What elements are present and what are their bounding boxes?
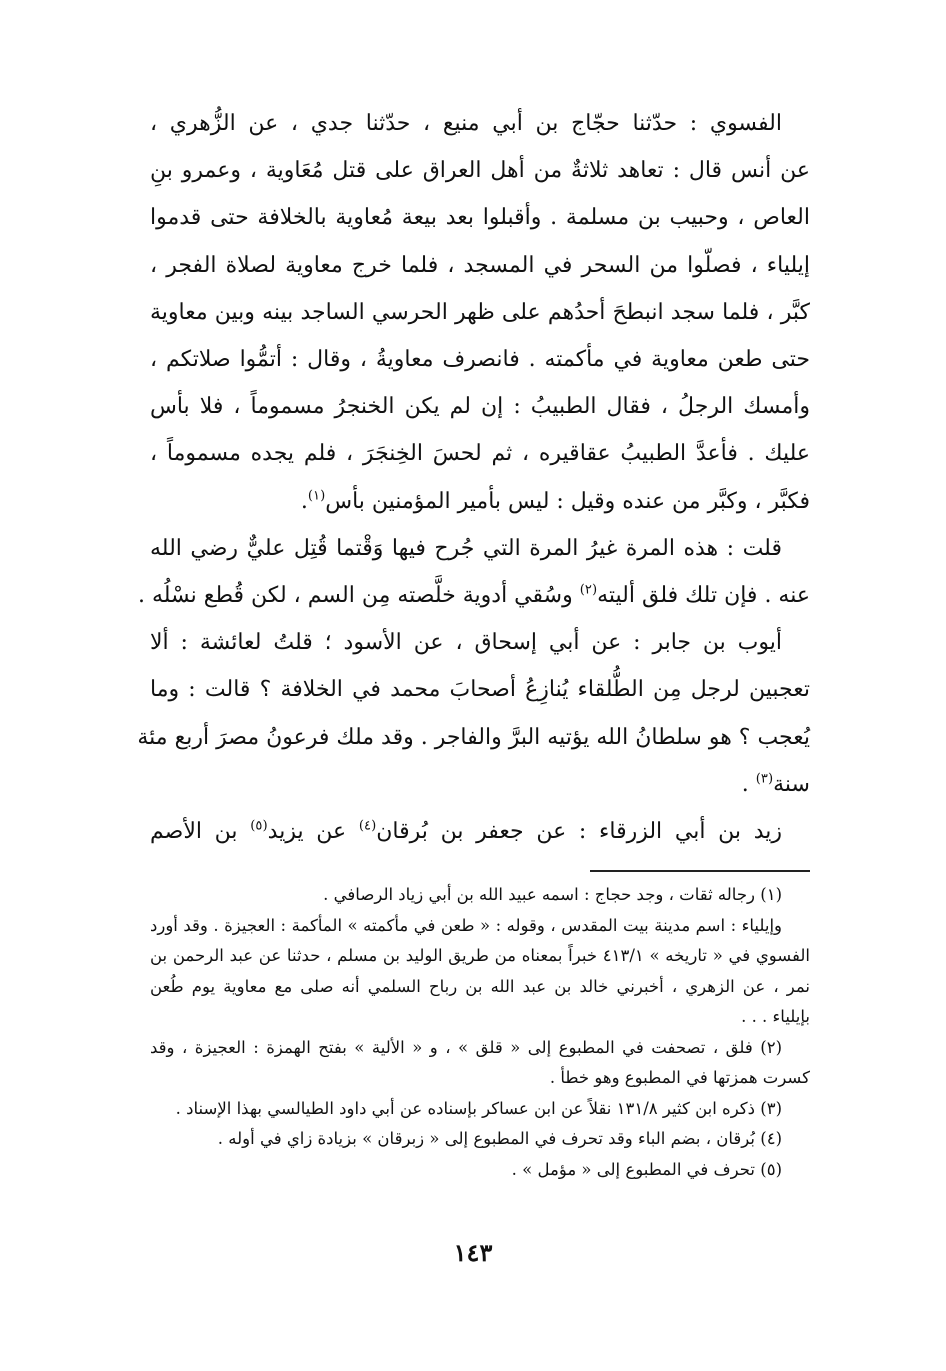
footnote-line: (١) رجاله ثقات ، وجد حجاج : اسمه عبيد الله بن أبي زياد الرصافي .: [323, 885, 782, 904]
footnote-line: كسرت همزتها في المطبوع وهو خطأ .: [549, 1068, 810, 1087]
paragraph-zayd: [150, 808, 810, 855]
text-run: عنه . فإن تلك فلق أليته: [597, 583, 810, 609]
text-line: وأمسك الرجلُ ، فقال الطبيبُ : إن لم يكن الخنجرُ مسموماً ، فلا بأس: [150, 394, 810, 420]
footnote-2: [150, 1033, 810, 1094]
footnote-3: [150, 1094, 810, 1125]
footnote-1: [150, 880, 810, 1033]
text-run: بن الأصم: [150, 819, 251, 845]
footnote-mark: (٥): [250, 818, 268, 834]
footnote-mark: (٤): [358, 818, 377, 834]
text-line: العاص ، وحبيب بن مسلمة . وأقبلوا بعد بيعة مُعاوية بالخلافة حتى قدموا: [150, 205, 810, 231]
text-line: عليك . فأعدَّ الطبيبُ عقاقيره ، ثم لحسَ الخِنجَرَ ، فلم يجده مسموماً ،: [150, 441, 810, 467]
text-run: فكبَّر ، وكبَّر من عنده وقيل : ليس بأمير المؤمنين بأس: [325, 488, 810, 514]
page-number: ١٤٣: [453, 1238, 493, 1267]
text-line: قلت : هذه المرة غيرُ المرة التي جُرح فيها وَقْتما قُتِل عليٌّ رضي الله: [150, 535, 782, 561]
text-run: .: [300, 488, 308, 514]
text-line: عن أنس قال : تعاهد ثلاثةٌ من أهل العراق على قتل مُعَاوية ، وعمرو بنِ: [150, 158, 810, 184]
main-text: [137, 100, 810, 855]
footnote-5: [150, 1155, 810, 1186]
footnote-line: (٣) ذكره ابن كثير ١٣١/٨ نقلاً عن ابن عساكر بإسناده عن أبي داود الطيالسي بهذا الإسناد .: [175, 1098, 782, 1118]
footnote-line: (٤) بُرقان ، بضم الباء وقد تحرف في المطبوع إلى « زبرقان » بزيادة زاي في أوله .: [217, 1129, 782, 1148]
footnote-line: بإيلياء . . .: [741, 1007, 810, 1026]
paragraph-ayyub: [137, 619, 810, 808]
text-line: إيلياء ، فصلّوا من السحر في المسجد ، فلما خرج معاوية لصلاة الفجر ،: [150, 252, 810, 278]
footnote-line: (٥) تحرف في المطبوع إلى « مؤمل » .: [511, 1159, 782, 1179]
text-line: تعجبين لرجل مِن الطُّلقاء يُنازِعُ أصحابَ محمد في الخلافة ؟ قالت : وما: [150, 677, 810, 703]
text-line: حتى طعن معاوية في مأكمته . فانصرف معاويةُ ، وقال : أتمُّوا صلاتكم ،: [150, 347, 810, 373]
text-line: [150, 761, 810, 808]
footnote-mark: (٣): [755, 771, 774, 787]
footnote-line: (٢) فلق ، تصحفت في المطبوع إلى « قلق » ، و « الألية » بفتح الهمزة : العجيزة ، وقد: [150, 1037, 782, 1057]
text-line: يُعجب ؟ هو سلطانُ الله يؤتيه البرَّ والفاجر . وقد ملك فرعونُ مصرَ أربع مئة: [137, 724, 810, 750]
footnote-line: نمر ، عن الزهري ، أخبرني خالد بن عبد الله بن رباح السلمي أنه صلى مع معاوية يوم طُعن: [150, 976, 810, 996]
text-line: كبَّر ، فلما سجد انبطحَ أحدُهم على ظهر الحرسي الساجد بينه وبين معاوية: [150, 299, 810, 325]
paragraph-fasawi: [150, 100, 810, 525]
text-line: [150, 478, 810, 525]
text-run: زيد بن أبي الزرقاء : عن جعفر بن بُرقان: [376, 819, 782, 845]
footnote-mark: (١): [307, 488, 326, 504]
text-run: سنة: [773, 771, 810, 797]
text-line: [137, 572, 810, 619]
text-line: الفسوي : حدّثنا حجّاج بن أبي منيع ، حدّثنا جدي ، عن الزُّهري ،: [150, 111, 782, 136]
text-line: أيوب بن جابر : عن أبي إسحاق ، عن الأسود ؛ قلتُ لعائشة : ألا: [150, 630, 782, 656]
text-run: .: [741, 771, 756, 797]
footnotes: [150, 880, 810, 1185]
footnote-separator: [590, 870, 810, 872]
footnote-mark: (٢): [579, 582, 598, 598]
footnote-line: وإيلياء : اسم مدينة بيت المقدس ، وقوله : « طعن في مأكمته » المأكمة : العجيزة . وقد أورد: [150, 915, 782, 935]
footnote-4: [150, 1124, 810, 1155]
text-run: وسُقي أدوية خلَّصته مِن السم ، لكن قُطع نسْلُه .: [137, 583, 580, 609]
footnote-line: الفسوي في « تاريخه » ٤١٣/١ خبراً بمعناه من طريق الوليد بن مسلم ، حدثنا عن عبد الرحمن بن: [150, 946, 810, 965]
paragraph-note: [137, 525, 810, 619]
text-line: [150, 808, 810, 855]
text-run: عن يزيد: [267, 819, 359, 845]
